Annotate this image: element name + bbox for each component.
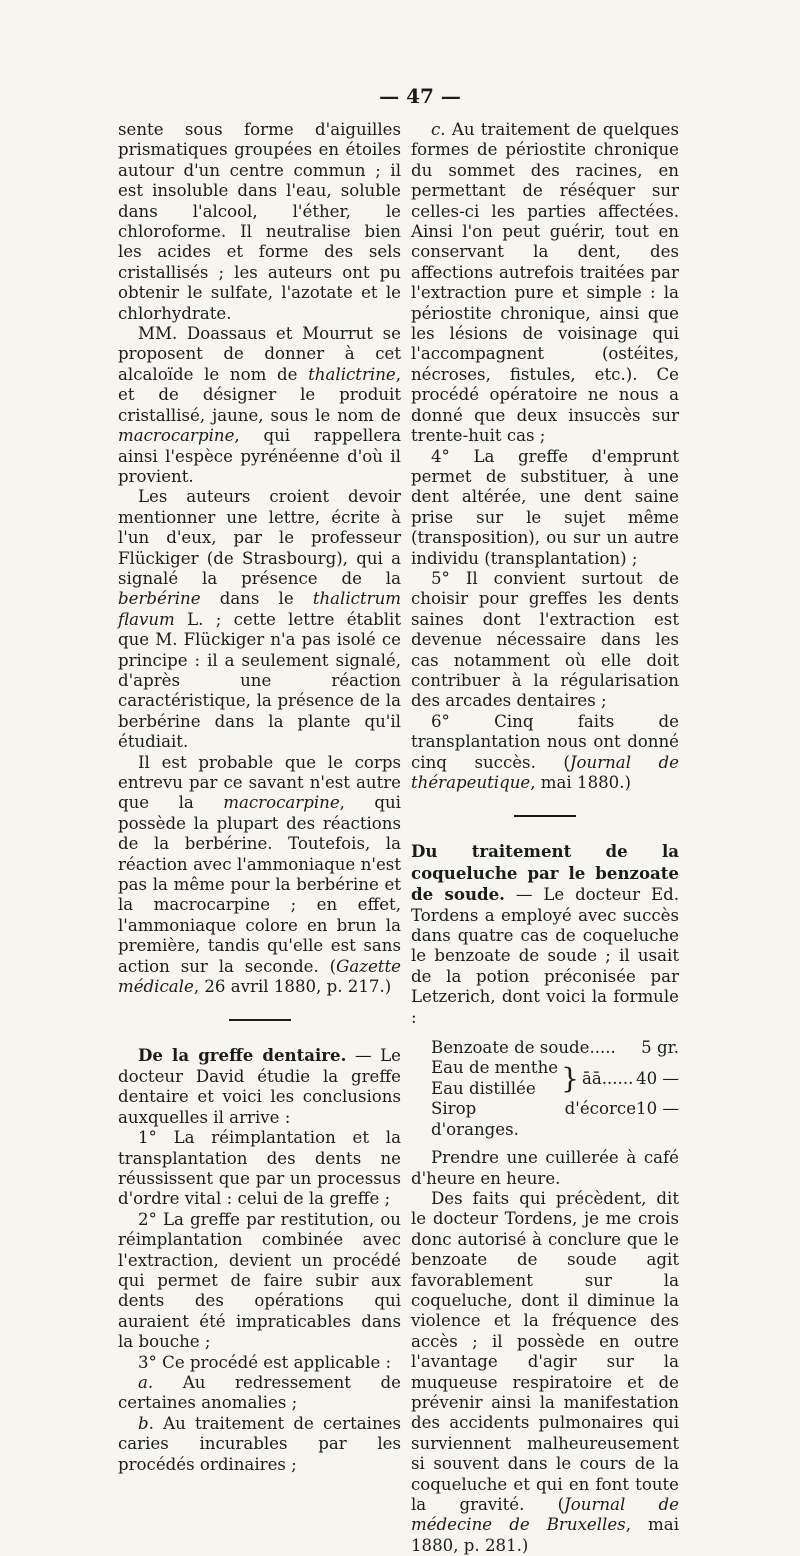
brace: } — [561, 1061, 579, 1095]
paragraph: 1° La réimplantation et la transplantation des dents ne réussissent que par un processus d'ordre vital : celui de la greffe ; — [118, 1128, 401, 1209]
paragraph: c. Au traitement de quelques formes de périostite chronique du sommet des racines, en permettant de réséquer sur celles-ci les parties affectées. Ainsi l'on peut guérir, tout en conservant la dent, des affections autrefois traitées par l'extraction pure et simple : la périostite chronique, ainsi que les lésions de voisinage qui l'accompagnent (ostéites, nécroses, fistules, etc.). Ce procédé opératoire ne nous a donné que deux insuccès sur trente-huit cas ; — [411, 120, 679, 446]
section-divider — [229, 1019, 291, 1021]
paragraph: 3° Ce procédé est applicable : — [138, 1352, 392, 1372]
paragraph: Prendre une cuillerée à café d'heure en heure. — [411, 1148, 679, 1188]
section-divider — [514, 815, 576, 817]
formula-row: Eau de menthe Eau distillée } āā...... 40 — — [431, 1058, 679, 1098]
formula-row: Sirop d'écorce d'oranges. 10 — — [431, 1099, 679, 1139]
paragraph: 2° La greffe par restitution, ou réimplantation combinée avec l'extraction, devient un procédé qui permet de faire subir aux dents des opérations qui auraient été impraticables dans la bouche ; — [118, 1209, 401, 1352]
section-paragraph: Du traitement de la coqueluche par le benzoate de soude. — Le docteur Ed. Tordens a employé avec succès dans quatre cas de coqueluche le benzoate de soude ; il usait de la potion préconisée par Letzerich, dont voici la formule : — [411, 841, 679, 1027]
paragraph: Il est probable que le corps entrevu par ce savant n'est autre que la macrocarpine, qui possède la plupart des réactions de la berbérine. Toutefois, la réaction avec l'ammoniaque n'est pas la même pour la berbérine et la macrocarpine ; en effet, l'ammoniaque colore en brun la première, tandis qu'elle est sans action sur la seconde. (Gazette médicale, 26 avril 1880, p. 217.) — [118, 752, 401, 997]
right-column — [411, 120, 679, 1556]
section-title: De la greffe dentaire. — [138, 1045, 347, 1066]
paragraph: MM. Doassaus et Mourrut se proposent de donner à cet alcaloïde le nom de thalictrine, et de désigner le produit cristallisé, jaune, sous le nom de macrocarpine, qui rappellera ainsi l'espèce pyrénéenne d'où il provient. — [118, 324, 401, 486]
paragraph: b. Au traitement de certaines caries incurables par les procédés ordinaires ; — [118, 1413, 401, 1474]
paragraph: Les auteurs croient devoir mentionner une lettre, écrite à l'un d'eux, par le professeur Flückiger (de Strasbourg), qui a signalé la présence de la berbérine dans le thalictrum flavum L. ; cette lettre établit que M. Flückiger n'a pas isolé ce principe : il a seulement signalé, d'après une réaction caractéristique, la présence de la berbérine dans la plante qu'il étudiait. — [118, 487, 401, 752]
paragraph: 6° Cinq faits de transplantation nous ont donné cinq succès. (Journal de thérapeutique, mai 1880.) — [411, 711, 679, 792]
paragraph: sente sous forme d'aiguilles prismatiques groupées en étoiles autour d'un centre commun ; il est insoluble dans l'eau, soluble dans l'alcool, l'éther, le chloroforme. Il neutralise bien les acides et forme des sels cristallisés ; les auteurs ont pu obtenir le sulfate, l'azotate et le chlorhydrate. — [118, 120, 401, 323]
formula — [411, 1038, 679, 1140]
left-column — [118, 120, 401, 1475]
paragraph: a. Au redressement de certaines anomalies ; — [118, 1372, 401, 1413]
paragraph: Des faits qui précèdent, dit le docteur Tordens, je me crois donc autorisé à conclure que le benzoate de soude agit favorablement sur la coqueluche, dont il diminue la violence et la fréquence des accès ; il possède en outre l'avantage d'agir sur la muqueuse respiratoire et de prévenir ainsi la manifestation des accidents pulmonaires qui surviennent malheureusement si souvent dans le cours de la coqueluche et qui en font toute la gravité. (Journal de médecine de Bruxelles, mai 1880, p. 281.) — [411, 1188, 679, 1555]
section-paragraph: De la greffe dentaire. — Le docteur David étudie la greffe dentaire et voici les conclusions auxquelles il arrive : — [118, 1045, 402, 1127]
paragraph: 4° La greffe d'emprunt permet de substituer, à une dent altérée, une dent saine prise sur le sujet même (transposition), ou sur un autre individu (transplantation) ; — [411, 446, 679, 568]
paragraph: 5° Il convient surtout de choisir pour greffes les dents saines dont l'extraction est devenue nécessaire dans les cas notamment où elle doit contribuer à la régularisation des arcades dentaires ; — [411, 568, 679, 711]
formula-row: Benzoate de soude..... 5 gr. — [431, 1038, 679, 1058]
page-number: — 47 — — [379, 84, 461, 108]
section-title: Du traitement de la coqueluche par le benzoate de soude. — [411, 841, 679, 905]
